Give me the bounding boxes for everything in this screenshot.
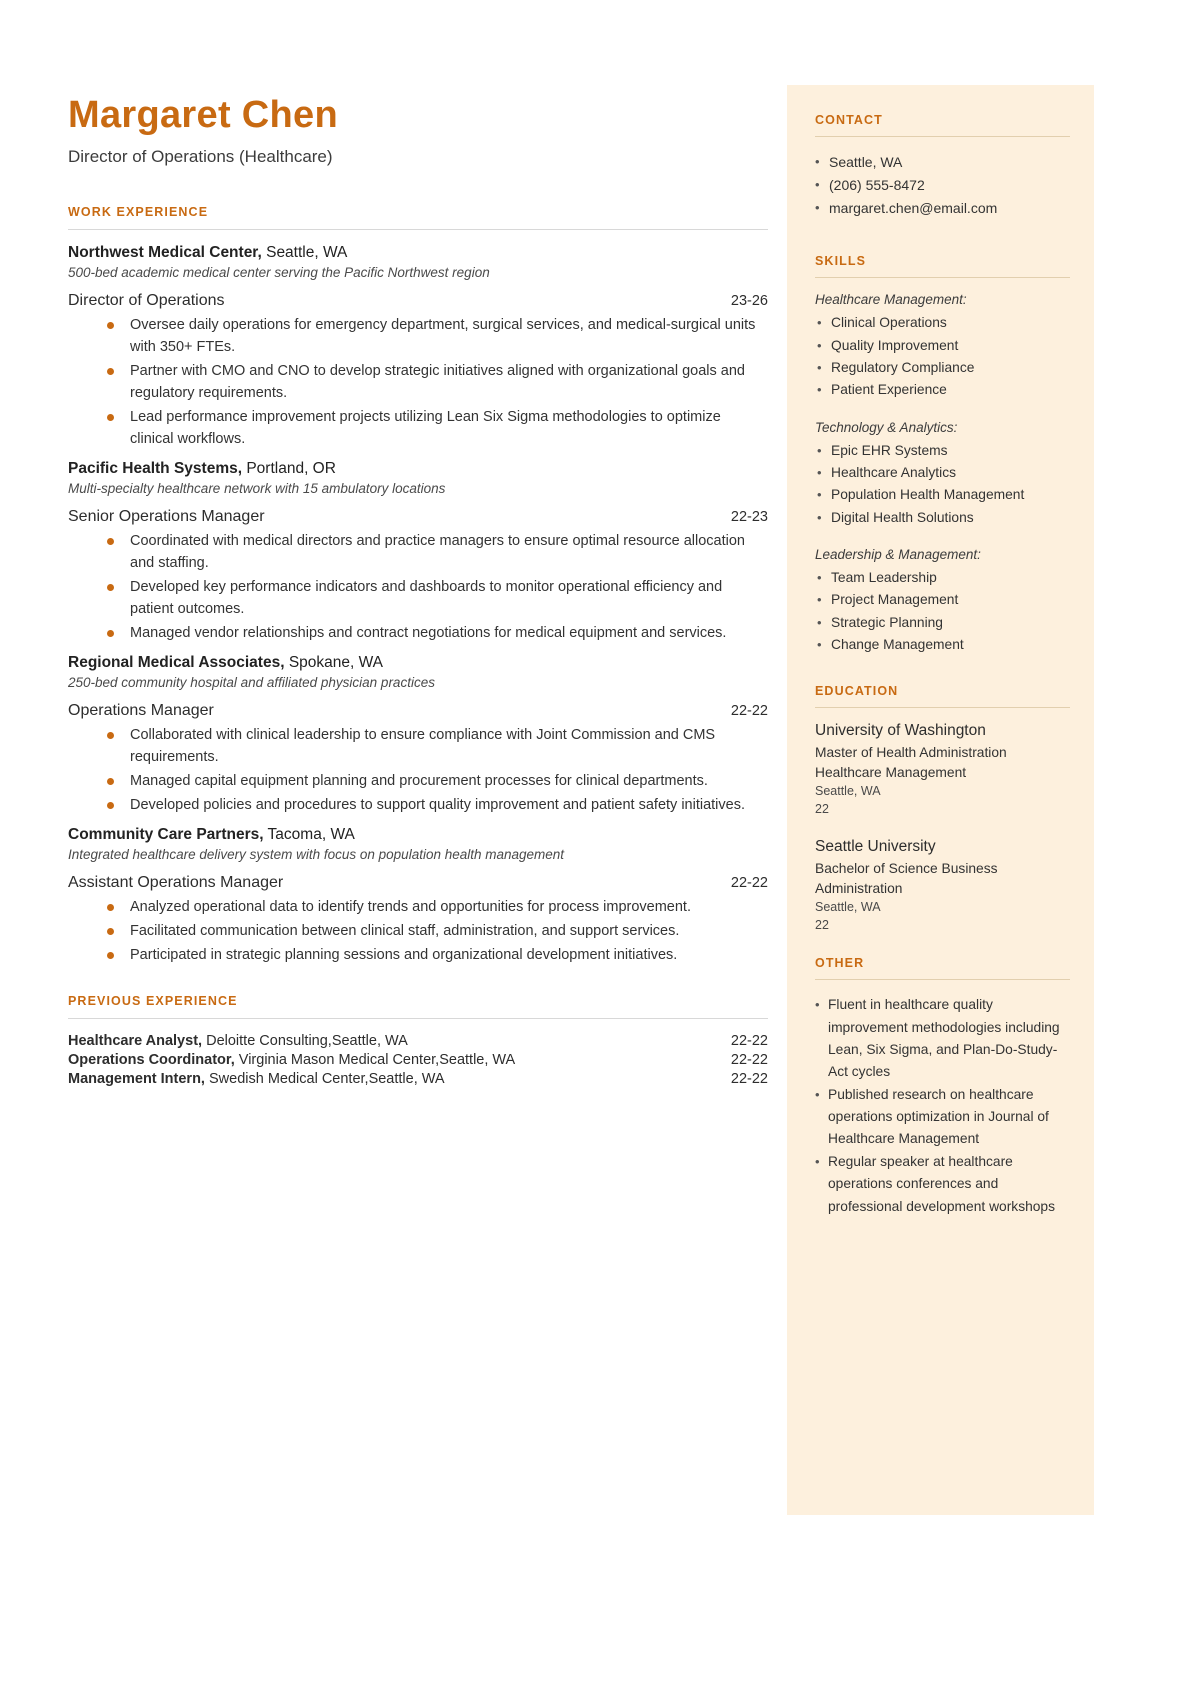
job-entry xyxy=(68,244,768,450)
list-item: Developed key performance indicators and dashboards to monitor operational efficiency and patient outcomes. xyxy=(100,576,768,620)
role-title: Operations Manager xyxy=(68,702,214,720)
employer-location: Seattle, WA xyxy=(261,243,348,261)
employer-description: 500-bed academic medical center serving the Pacific Northwest region xyxy=(68,264,490,280)
employer-description: Integrated healthcare delivery system with focus on population health management xyxy=(68,847,565,863)
education-location: Seattle, WA xyxy=(815,900,881,915)
skill-list xyxy=(815,567,1070,656)
sidebar-content xyxy=(787,85,1094,1238)
employer-location: Portland, OR xyxy=(242,459,336,477)
education-year: 22 xyxy=(815,917,829,932)
employer-line xyxy=(68,244,768,262)
employer-description: 250-bed community hospital and affiliated physician practices xyxy=(68,675,435,691)
list-item: • Digital Health Solutions xyxy=(815,507,1070,529)
other-list xyxy=(815,994,1070,1217)
section-divider xyxy=(815,277,1070,278)
list-item: • Project Management xyxy=(815,589,1070,611)
contact-heading: CONTACT xyxy=(815,113,883,127)
list-item: Participated in strategic planning sessions and organizational development initiatives. xyxy=(100,944,768,966)
previous-role: Management Intern, xyxy=(68,1071,205,1088)
previous-experience-section xyxy=(68,994,768,1087)
list-item: • Epic EHR Systems xyxy=(815,440,1070,462)
employer-line xyxy=(68,654,768,672)
other-heading: OTHER xyxy=(815,956,865,971)
list-item: Managed vendor relationships and contract negotiations for medical equipment and services. xyxy=(100,622,768,644)
section-divider xyxy=(68,1018,768,1019)
education-heading: EDUCATION xyxy=(815,684,899,699)
list-item: Developed policies and procedures to support quality improvement and patient safety initiatives. xyxy=(100,794,768,816)
previous-role: Operations Coordinator, xyxy=(68,1052,235,1069)
responsibility-list xyxy=(68,724,768,816)
previous-role-line xyxy=(68,1033,408,1049)
responsibility-list xyxy=(68,314,768,450)
skill-list xyxy=(815,312,1070,401)
list-item: Managed capital equipment planning and procurement processes for clinical departments. xyxy=(100,770,768,792)
previous-detail: Virginia Mason Medical Center,Seattle, WA xyxy=(234,1052,516,1069)
education-school: University of Washington xyxy=(815,722,986,740)
list-item: • Patient Experience xyxy=(815,379,1070,401)
role-dates: 23-26 xyxy=(730,292,768,309)
page-title: Margaret Chen xyxy=(68,94,338,136)
employer-name: Community Care Partners, xyxy=(68,826,264,844)
list-item: Facilitated communication between clinical staff, administration, and support services. xyxy=(100,920,768,942)
section-divider xyxy=(68,229,768,230)
skill-group-title: Technology & Analytics: xyxy=(815,419,958,435)
employer-location: Tacoma, WA xyxy=(263,826,355,844)
previous-dates: 22-22 xyxy=(730,1071,768,1088)
education-location: Seattle, WA xyxy=(815,784,881,799)
education-year: 22 xyxy=(815,801,829,816)
education-entry xyxy=(815,722,1070,818)
work-experience-section xyxy=(68,205,768,967)
skills-section xyxy=(815,254,1070,656)
responsibility-list xyxy=(68,530,768,644)
education-degree: Master of Health Administration Healthcare Management xyxy=(815,745,1007,781)
previous-role: Healthcare Analyst, xyxy=(68,1033,203,1050)
role-row xyxy=(68,292,768,310)
main-column xyxy=(68,95,768,1090)
job-entry xyxy=(68,460,768,644)
table-row xyxy=(68,1071,768,1087)
list-item: • Team Leadership xyxy=(815,567,1070,589)
employer-location: Spokane, WA xyxy=(284,654,384,672)
section-divider xyxy=(815,707,1070,708)
contact-list xyxy=(815,151,1070,220)
list-item: • Quality Improvement xyxy=(815,335,1070,357)
work-experience-heading: WORK EXPERIENCE xyxy=(68,204,209,219)
skill-group xyxy=(815,420,1070,529)
list-item: Partner with CMO and CNO to develop strategic initiatives aligned with organizational goals and regulatory requirements. xyxy=(100,360,768,404)
list-item: • Published research on healthcare operations optimization in Journal of Healthcare Management xyxy=(815,1084,1070,1151)
table-row xyxy=(68,1052,768,1068)
education-school: Seattle University xyxy=(815,838,936,856)
professional-headline: Director of Operations (Healthcare) xyxy=(68,146,333,166)
list-item: • Regulatory Compliance xyxy=(815,357,1070,379)
previous-role-line xyxy=(68,1071,445,1087)
list-item: • Clinical Operations xyxy=(815,312,1070,334)
role-title: Assistant Operations Manager xyxy=(68,874,284,892)
employer-line xyxy=(68,460,768,478)
employer-description: Multi-specialty healthcare network with 15 ambulatory locations xyxy=(68,480,446,496)
list-item: Analyzed operational data to identify trends and opportunities for process improvement. xyxy=(100,896,768,918)
contact-location: • Seattle, WA xyxy=(815,151,1070,174)
previous-dates: 22-22 xyxy=(730,1052,768,1069)
employer-name: Pacific Health Systems, xyxy=(68,459,243,477)
list-item: Coordinated with medical directors and practice managers to ensure optimal resource allocation and staffing. xyxy=(100,530,768,574)
skill-group-title: Healthcare Management: xyxy=(815,292,967,308)
education-section xyxy=(815,684,1070,934)
education-degree: Bachelor of Science Business Administration xyxy=(815,861,998,897)
previous-experience-heading: PREVIOUS EXPERIENCE xyxy=(68,994,238,1009)
job-entry xyxy=(68,654,768,816)
employer-name: Northwest Medical Center, xyxy=(68,243,262,261)
list-item: • Population Health Management xyxy=(815,484,1070,506)
sidebar xyxy=(787,85,1094,1515)
contact-phone: • (206) 555-8472 xyxy=(815,174,1070,197)
role-title: Senior Operations Manager xyxy=(68,507,265,525)
list-item: Oversee daily operations for emergency department, surgical services, and medical-surgical units with 350+ FTEs. xyxy=(100,314,768,358)
contact-email[interactable]: • margaret.chen@email.com xyxy=(815,197,1070,220)
skill-group xyxy=(815,292,1070,401)
list-item: • Strategic Planning xyxy=(815,612,1070,634)
role-title: Director of Operations xyxy=(68,291,225,309)
list-item: Collaborated with clinical leadership to ensure compliance with Joint Commission and CMS requirements. xyxy=(100,724,768,768)
role-row xyxy=(68,874,768,892)
skills-heading: SKILLS xyxy=(815,254,867,269)
job-entry xyxy=(68,826,768,966)
responsibility-list xyxy=(68,896,768,966)
previous-dates: 22-22 xyxy=(730,1033,768,1050)
role-row xyxy=(68,508,768,526)
list-item: • Fluent in healthcare quality improvement methodologies including Lean, Six Sigma, and Plan-Do-Study-Act cycles xyxy=(815,994,1070,1083)
other-section xyxy=(815,956,1070,1217)
list-item: • Healthcare Analytics xyxy=(815,462,1070,484)
role-dates: 22-22 xyxy=(730,875,768,892)
previous-detail: Deloitte Consulting,Seattle, WA xyxy=(202,1033,408,1050)
role-dates: 22-23 xyxy=(730,508,768,525)
contact-section xyxy=(815,113,1070,220)
previous-detail: Swedish Medical Center,Seattle, WA xyxy=(204,1071,445,1088)
section-divider xyxy=(815,136,1070,137)
list-item: • Regular speaker at healthcare operations conferences and professional development workshops xyxy=(815,1151,1070,1218)
skill-group xyxy=(815,547,1070,656)
skill-list xyxy=(815,440,1070,529)
role-row xyxy=(68,702,768,720)
table-row xyxy=(68,1033,768,1049)
education-entry xyxy=(815,838,1070,934)
role-dates: 22-22 xyxy=(730,703,768,720)
section-divider xyxy=(815,979,1070,980)
employer-line xyxy=(68,826,768,844)
previous-role-line xyxy=(68,1052,515,1068)
list-item: • Change Management xyxy=(815,634,1070,656)
employer-name: Regional Medical Associates, xyxy=(68,654,285,672)
skill-group-title: Leadership & Management: xyxy=(815,547,981,563)
list-item: Lead performance improvement projects utilizing Lean Six Sigma methodologies to optimize clinical workflows. xyxy=(100,406,768,450)
